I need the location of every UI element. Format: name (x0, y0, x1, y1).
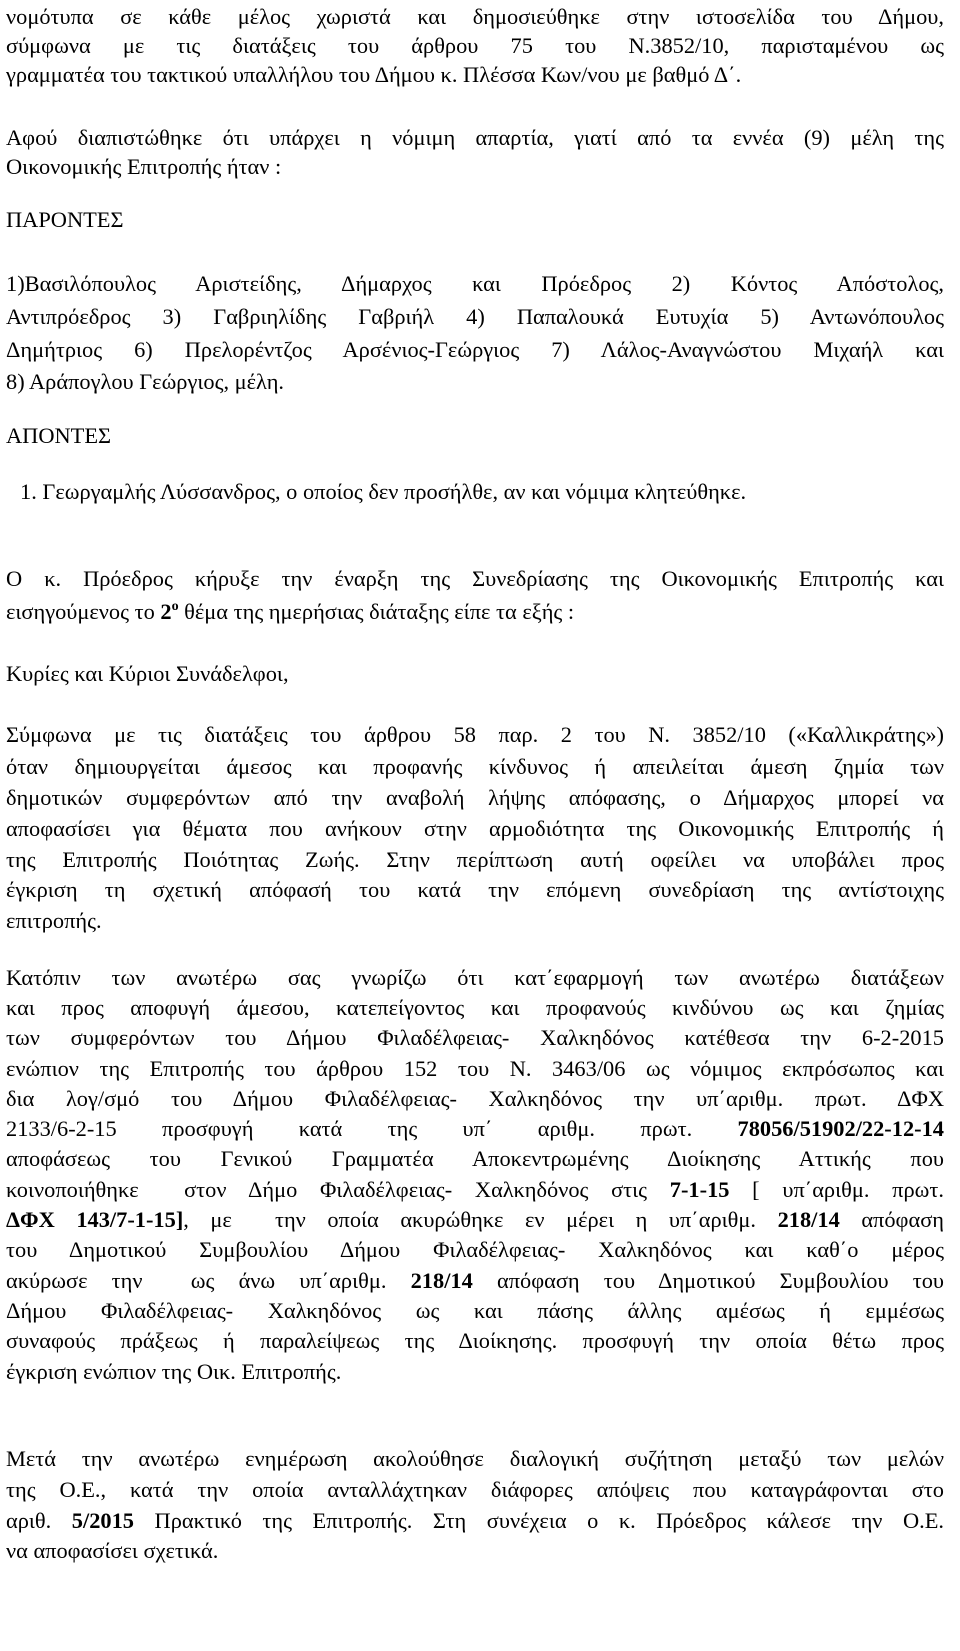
legal-line: έγκριση τη σχετική απόφασή του κατά την επόμενη συνεδρίαση της αντίστοιχης (6, 877, 944, 902)
present-line: Δημήτριος 6) Πρελορέντζος Αρσένιος-Γεώργιος 7) Λάλος-Αναγνώστου Μιχαήλ και (6, 337, 944, 362)
legal-line: αποφασίσει για θέματα που ανήκουν στην αρμοδιότητα της Οικονομικής Επιτροπής ή (6, 816, 944, 841)
legal-line: δημοτικών συμφερόντων από την αναβολή λήψης απόφασης, ο Δήμαρχος μπορεί να (6, 785, 944, 810)
closing-line: να αποφασίσει σχετικά. (6, 1538, 219, 1563)
absent-heading: ΑΠΟΝΤΕΣ (6, 423, 112, 448)
intro-line: γραμματέα του τακτικού υπαλλήλου του Δήμου κ. Πλέσσα Κων/νου με βαθμό Δ΄. (6, 62, 742, 87)
present-line: Αντιπρόεδρος 3) Γαβριηλίδης Γαβριήλ 4) Παπαλουκά Ευτυχία 5) Αντωνόπουλος (6, 304, 944, 329)
quorum-line: Αφού διαπιστώθηκε ότι υπάρχει η νόμιμη απαρτία, γιατί από τα εννέα (9) μέλη της (6, 125, 944, 150)
main-line: ΔΦΧ 143/7-1-15], με την οποία ακυρώθηκε εν μέρει η υπ΄αριθμ. 218/14 απόφαση (6, 1207, 944, 1232)
main-line: 2133/6-2-15 προσφυγή κατά της υπ΄ αριθμ. πρωτ. 78056/51902/22-12-14 (6, 1116, 944, 1141)
closing-line: Μετά την ανωτέρω ενημέρωση ακολούθησε διαλογική συζήτηση μεταξύ των μελών (6, 1446, 944, 1471)
present-line: 8) Αράπογλου Γεώργιος, μέλη. (6, 369, 285, 394)
closing-line: της Ο.Ε., κατά την οποία ανταλλάχτηκαν διάφορες απόψεις που καταγράφονται στο (6, 1477, 944, 1502)
absent-line: 1. Γεωργαμλής Λύσσανδρος, ο οποίος δεν προσήλθε, αν και νόμιμα κλητεύθηκε. (20, 479, 747, 504)
main-line: έγκριση ενώπιον της Οικ. Επιτροπής. (6, 1359, 342, 1384)
salutation: Κυρίες και Κύριοι Συνάδελφοι, (6, 661, 289, 686)
quorum-line: Οικονομικής Επιτροπής ήταν : (6, 154, 282, 179)
main-line: ενώπιον της Επιτροπής του άρθρου 152 του Ν. 3463/06 ως νόμιμος εκπρόσωπος και (6, 1056, 944, 1081)
present-heading: ΠΑΡΟΝΤΕΣ (6, 207, 124, 232)
main-line: Κατόπιν των ανωτέρω σας γνωρίζω ότι κατ΄εφαρμογή των ανωτέρω διατάξεων (6, 965, 944, 990)
present-line: 1)Βασιλόπουλος Αριστείδης, Δήμαρχος και Πρόεδρος 2) Κόντος Απόστολος, (6, 271, 944, 296)
main-line: ακύρωσε την ως άνω υπ΄αριθμ. 218/14 απόφαση του Δημοτικού Συμβουλίου του (6, 1268, 944, 1293)
legal-line: Σύμφωνα με τις διατάξεις του άρθρου 58 παρ. 2 του Ν. 3852/10 («Καλλικράτης») (6, 722, 944, 747)
main-line: δια λογ/σμό του Δήμου Φιλαδέλφειας- Χαλκηδόνος την υπ΄αριθμ. πρωτ. ΔΦΧ (6, 1086, 944, 1111)
main-line: αποφάσεως του Γενικού Γραμματέα Αποκεντρωμένης Διοίκησης Αττικής που (6, 1146, 944, 1171)
legal-line: της Επιτροπής Ποιότητας Ζωής. Στην περίπτωση αυτή οφείλει να υποβάλει προς (6, 847, 944, 872)
opening-line: Ο κ. Πρόεδρος κήρυξε την έναρξη της Συνεδρίασης της Οικονομικής Επιτροπής και (6, 566, 944, 591)
intro-line: νομότυπα σε κάθε μέλος χωριστά και δημοσιεύθηκε στην ιστοσελίδα του Δήμου, (6, 4, 944, 29)
closing-line: αριθ. 5/2015 Πρακτικό της Επιτροπής. Στη συνέχεια ο κ. Πρόεδρος κάλεσε την Ο.Ε. (6, 1508, 944, 1533)
legal-line: όταν δημιουργείται άμεσος και προφανής κίνδυνος ή απειλείται άμεση ζημία των (6, 754, 944, 779)
main-line: των συμφερόντων του Δήμου Φιλαδέλφειας- Χαλκηδόνος κατέθεσα την 6-2-2015 (6, 1025, 944, 1050)
main-line: συναφούς πράξεως ή παραλείψεως της Διοίκησης. προσφυγή την οποία θέτω προς (6, 1328, 944, 1353)
main-line: Δήμου Φιλαδέλφειας- Χαλκηδόνος ως και πάσης άλλης αμέσως ή εμμέσως (6, 1298, 944, 1323)
legal-line: επιτροπής. (6, 908, 102, 933)
main-line: και προς αποφυγή άμεσου, κατεπείγοντος και προφανούς κινδύνου ως και ζημίας (6, 995, 944, 1020)
intro-line: σύμφωνα με τις διατάξεις του άρθρου 75 του Ν.3852/10, παρισταμένου ως (6, 33, 944, 58)
opening-line: εισηγούμενος το $2^o$ θέμα της ημερήσιας διάταξης είπε τα εξής : (6, 599, 575, 624)
main-line: κοινοποιήθηκε στον Δήμο Φιλαδέλφειας- Χαλκηδόνος στις 7-1-15 [ υπ΄αριθμ. πρωτ. (6, 1177, 944, 1202)
main-line: του Δημοτικού Συμβουλίου Δήμου Φιλαδέλφειας- Χαλκηδόνος και καθ΄ο μέρος (6, 1237, 944, 1262)
